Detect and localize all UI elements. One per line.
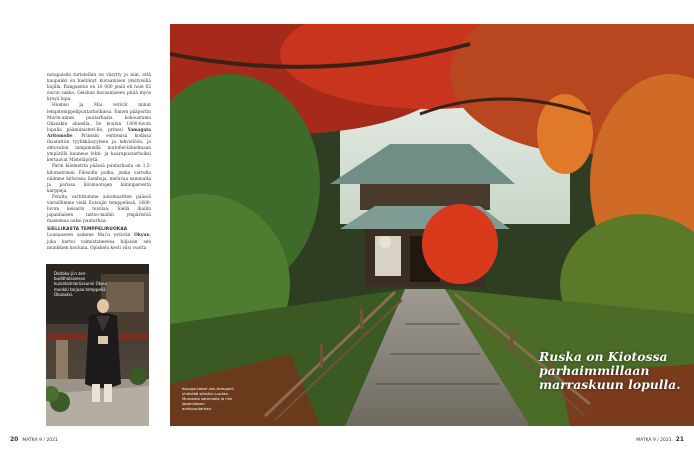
text-run: Lounaaseen saimme Mai’n ystävän — [47, 233, 135, 239]
folio-left — [10, 436, 58, 443]
left-page — [0, 0, 170, 450]
section-subheading: SIELLIKASTA TEMPPELIRUOKAA — [47, 227, 128, 233]
folio-label: MATKA 9 / 2021 — [22, 438, 58, 443]
monk-photo-caption: Daitoku-ji:n zen-buddhalaisessa kuivataimiorüssunni Okyu-munkki tarjoaa temppeliä Okazuksi. — [54, 271, 108, 297]
folio-right — [636, 436, 684, 443]
article-paragraph: Polulta vartittumme automaattien päässä vieraillimme vielä Eutsujin temppelissä, 1600-luvun keisarin huvilaa. Siellä ihailin japanilaisen tattoo-mallin ympäristöä maisemaa oaksi puutarhaa. — [47, 194, 151, 225]
page-number: 21 — [675, 436, 684, 443]
text-run: Hiomisi ja Mai vetivät minut lempitemppelipuutarhoihinsa. Ennen pääportin Murin-annin puutarhasta kokoustama Okazakin alueella. Se koulun 1800-luvun lopulla päämiinisteri-lle, prinssi — [47, 103, 151, 133]
monk-photo — [46, 264, 149, 426]
temple-photo — [170, 24, 694, 426]
article-paragraph: Parin kilometrin päässä puutarhasta on 1,5-kilometrinen Filosofin polku, jonka varrella näimme kirkoissa Sambuja, meluvaa sammalta ja parissa kivimuotojen kiinniparsetta karppeja. — [47, 164, 151, 194]
photo-caption: Kasuga-taisei zen-temppeli yhdistää silmäin luurtaa. Muinaisia sammalia ja niin japanilaisen arkkipuutarhan. — [182, 386, 234, 411]
article-paragraph: notapaisiin turisteihin on väsytty jo niin, että kaupunki on kieltänyt kuvaamisen yksityisillä kujilla. Rangaistus on 10 000 jeniä eli noin 62 euron sakko. Geishan kuvaamiseen pitää myös kysyä lupa. — [47, 73, 151, 103]
article-paragraph — [47, 233, 151, 251]
photo-headline: Ruska on Kiotossa parhaimmillaan marraskuun lopulla. — [539, 349, 681, 392]
bold-name: Yamagata Aritomolle — [47, 127, 151, 139]
folio-label: MATKA 9 / 2021 — [636, 438, 672, 443]
page-number: 20 — [10, 436, 19, 443]
article-paragraph — [47, 103, 151, 164]
text-run: , joka kertoi valmistaneensa hiljaisin sen munkkien kouluna. Opiskelu kesti viisi vuotta — [47, 233, 151, 251]
text-run: . Prinssin esittenisä kodissa ihastuttiin tyylikkäisyyteen ja lehvistöön, ja ehtovalon lampimiellä mutofiel-lähielmaan ympärillä kauneus lehti- ja kaarupuutarhoiksi kertaavat Misteläpöytä. — [47, 133, 151, 164]
article-text-column — [47, 73, 151, 252]
bold-name: Okyun — [134, 233, 150, 239]
